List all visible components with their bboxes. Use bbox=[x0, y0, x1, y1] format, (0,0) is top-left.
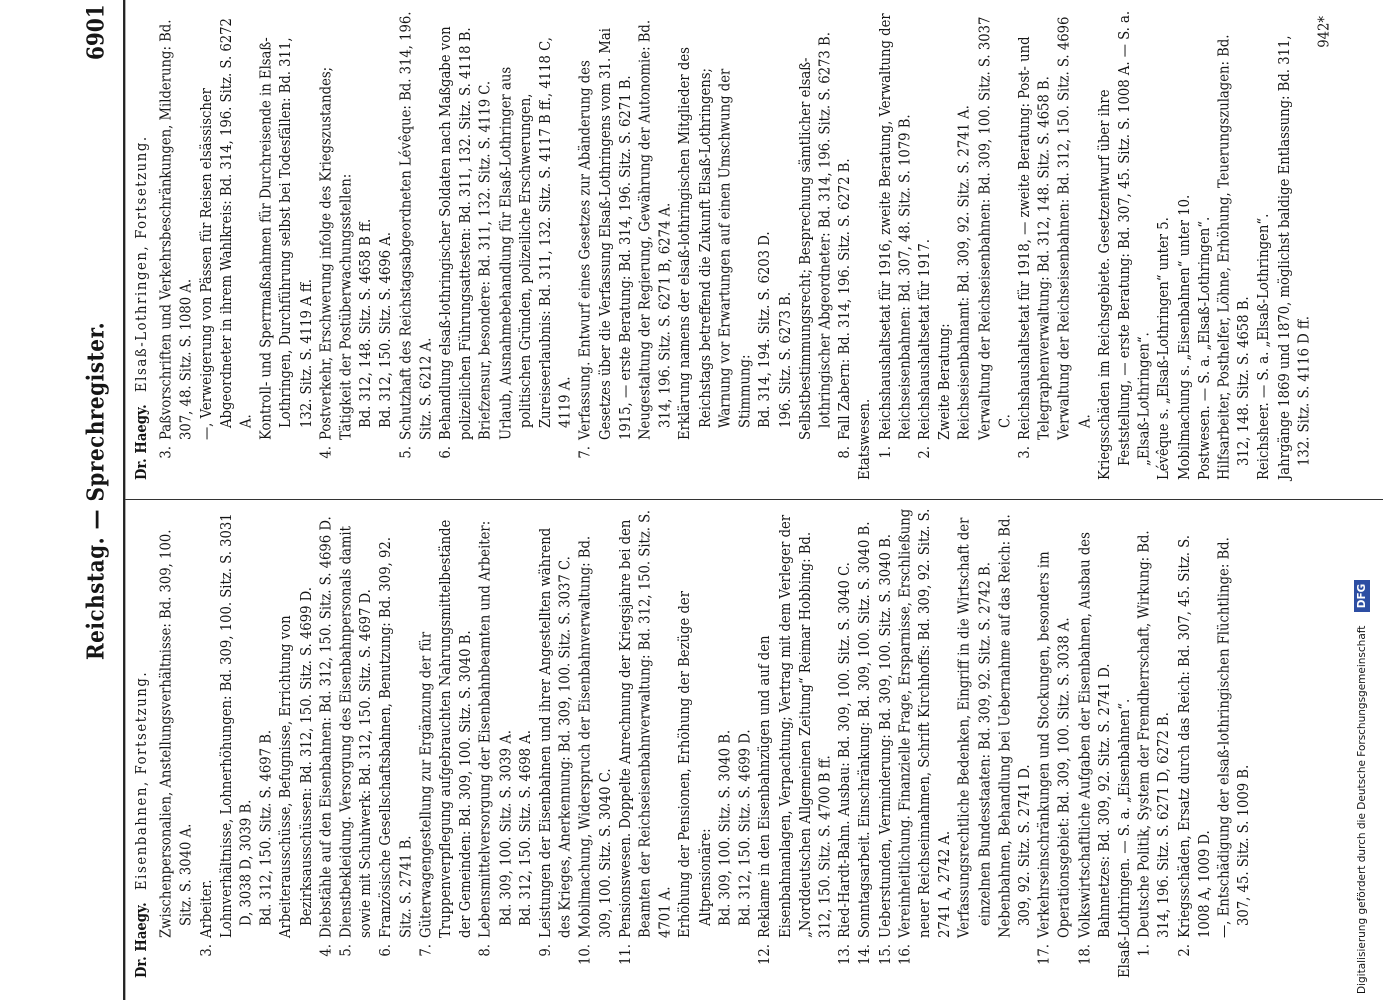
column-divider bbox=[125, 499, 1383, 500]
credit-text: Digitalisierung gefördert durch die Deutsche Forschungsgemeinschaft bbox=[1356, 625, 1368, 994]
index-entry bbox=[376, 508, 416, 978]
index-subentry: —, Verweigerung von Pässen für Reisen elsässischer Abgeordneter in ihrem Wahlkreis: Bd. 314, 196. Sitz. S. 6272 A. bbox=[197, 18, 256, 440]
entry-text: Volkswirtschaftliche Aufgaben der Eisenbahnen, Ausbau des Bahnnetzes: Bd. 309, 92. Sitz. S. 2741 D. bbox=[1076, 532, 1114, 938]
index-entry bbox=[895, 508, 955, 978]
index-entry bbox=[1135, 508, 1175, 978]
index-subentry: Verfassungsrechtliche Bedenken, Eingriff in die Wirtschaft der einzelnen Bundesstaaten: Bd. 309, 92. Sitz. S. 2742 B. bbox=[956, 517, 994, 938]
index-entry bbox=[875, 508, 895, 978]
index-entry bbox=[436, 10, 476, 480]
index-entry bbox=[1035, 508, 1075, 978]
entry-number: 3. bbox=[158, 446, 176, 459]
entry-number: 1. bbox=[1135, 944, 1154, 957]
index-subentry: Bd. 314, 194. Sitz. S. 6203 D. bbox=[756, 231, 775, 428]
index-entry bbox=[197, 508, 217, 978]
index-entry bbox=[855, 508, 875, 978]
index-entry bbox=[396, 10, 436, 480]
entry-text: Ueberstunden, Verminderung: Bd. 309, 100. Sitz. S. 3040 B. bbox=[876, 534, 894, 938]
topic-heading: Eisenbahnen, Fortsetzung. bbox=[133, 670, 151, 891]
entry-number: 3. bbox=[1016, 446, 1034, 459]
entry-number: 6. bbox=[377, 944, 395, 957]
page-header bbox=[72, 0, 123, 1000]
entry-text: Arbeiter. bbox=[197, 879, 216, 938]
entry-number: 12. bbox=[756, 944, 775, 965]
index-subentry: Bd. 312, 150. Sitz. S. 4698 A. bbox=[517, 730, 535, 926]
topic-heading: Elsaß-Lothringen. — S. a. „Eisenbahnen“. bbox=[1115, 698, 1134, 978]
index-subentry: Neugestaltung der Regierung, Gewährung der Autonomie: Bd. 314, 196. Sitz. S. 6271 B, 6274 A. bbox=[637, 19, 675, 440]
entry-number: 6. bbox=[437, 446, 455, 459]
speaker-name: Dr. Haegy. bbox=[133, 902, 151, 978]
entry-text: Fall Zabern: Bd. 314, 196. Sitz. S. 6272 B. bbox=[836, 158, 854, 440]
index-subentry: Bd. 309, 100. Sitz. S. 3040 B. bbox=[716, 729, 735, 926]
index-subentry: Bd. 312, 148. Sitz. S. 4658 B ff. bbox=[357, 218, 376, 428]
index-subentry: Lohnverhältnisse, Lohnerhöhungen: Bd. 309, 100. Sitz. S. 3031 D, 3038 D, 3039 B. bbox=[217, 513, 256, 938]
topic-heading: Lévêque s. „Elsaß-Lothringen“ unter 5. bbox=[1155, 217, 1174, 480]
entry-number: 3. bbox=[197, 944, 216, 957]
entry-number: 4. bbox=[317, 446, 336, 459]
index-subentry: Zweite Beratung: bbox=[936, 323, 954, 440]
entry-number: 8. bbox=[477, 944, 495, 957]
entry-text: Behandlung elsaß-lothringischer Soldaten nach Maßgabe von polizeilichen Führungsattesten: Bd. 311, 132. Sitz. S. 4118 B. bbox=[437, 26, 475, 440]
entry-number: 2. bbox=[1175, 944, 1194, 957]
entry-text: Vereinheitlichung. Finanzielle Frage, Ersparnisse, Erschließung neuer Reichseinnahmen, Schrift Kirchhoffs: Bd. 309, 92. Sitz. S. 2741 A, 2742 A. bbox=[896, 508, 954, 938]
entry-number: 2. bbox=[916, 446, 934, 459]
index-entry bbox=[835, 508, 855, 978]
index-subentry: 196. Sitz. S. 6273 B. bbox=[776, 291, 795, 428]
credit-strip bbox=[1348, 6, 1376, 994]
entry-text: Mobilmachung, Widerspruch der Eisenbahnverwaltung: Bd. 309, 100. Sitz. S. 3040 C. bbox=[577, 535, 615, 938]
entry-number: 7. bbox=[577, 446, 595, 459]
index-entry bbox=[875, 10, 915, 480]
left-column bbox=[132, 508, 1254, 978]
index-subentry: Urlaub, Ausnahmebehandlung für Elsaß-Lothringer aus politischen Gründen, polizeiliche Erschwerungen, Zureiseerlaubnis: Bd. 311, 132. Sitz. S. 4117 B ff., 4118 C, 4119 A. bbox=[497, 37, 575, 440]
index-entry bbox=[157, 10, 197, 480]
left-column-head bbox=[132, 508, 152, 978]
index-entry bbox=[915, 10, 935, 480]
index-subentry: Reichseisenbahnamt: Bd. 309, 92. Sitz. S. 2741 A. bbox=[956, 105, 974, 440]
entry-number: 13. bbox=[836, 944, 854, 965]
entry-text: Kriegsschäden, Ersatz durch das Reich: Bd. 307, 45. Sitz. S. 1008 A, 1009 D. bbox=[1175, 535, 1214, 938]
index-subentry: Nebenbahnen, Behandlung bei Uebernahme auf das Reich: Bd. 309, 92. Sitz. S. 2741 D. bbox=[996, 514, 1034, 938]
right-column bbox=[132, 10, 1334, 480]
entry-number: 1. bbox=[876, 446, 894, 459]
entry-number: 4. bbox=[317, 944, 336, 957]
topic-heading: Hilfsarbeiter, Posthelfer, Löhne, Erhöhung, Teuerungszulagen: Bd. 312, 148. Sitz. S. 4658 B. bbox=[1215, 34, 1254, 480]
index-subentry: Selbstbestimmungsrecht; Besprechung sämtlicher elsaß-lothringischer Abgeordneter: Bd. 314, 196. Sitz. S. 6273 B. bbox=[796, 32, 835, 440]
index-entry bbox=[536, 508, 576, 978]
index-entry bbox=[756, 508, 836, 978]
entry-text: Ried-Hardt-Bahn. Ausbau: Bd. 309, 100. Sitz. S. 3040 C. bbox=[836, 562, 854, 938]
topic-heading: Jahrgänge 1869 und 1870, möglichst baldige Entlassung: Bd. 311, 132. Sitz. S. 4116 D ff. bbox=[1275, 35, 1313, 480]
index-entry bbox=[1175, 508, 1215, 978]
index-entry bbox=[337, 508, 377, 978]
index-subentry: Bd. 312, 150. Sitz. S. 4699 D. bbox=[736, 729, 755, 926]
index-entry bbox=[317, 508, 337, 978]
entry-text: Lebensmittelversorgung der Eisenbahnbeamten und Arbeiter: bbox=[477, 520, 495, 938]
header-rule bbox=[123, 0, 125, 1000]
entry-number: 18. bbox=[1076, 944, 1094, 965]
index-subentry: Erklärung namens der elsaß-lothringischen Mitglieder des Reichstags betreffend die Zukunft Elsaß-Lothringens; Warnung vor Erwartungen auf einen Umschwung der Stimmung: bbox=[676, 47, 755, 440]
entry-text: Reichshaushaltsetat für 1917. bbox=[916, 239, 934, 440]
entry-number: 17. bbox=[1036, 944, 1054, 965]
index-subentry: Verwaltung der Reichseisenbahnen: Bd. 312, 150. Sitz. S. 4696 A. bbox=[1056, 16, 1094, 440]
rotated-page bbox=[72, 0, 1383, 1000]
entry-text: Verkehrseinschränkungen und Stockungen, besonders im Operationsgebiet: Bd. 309, 100. Sitz. S. 3038 A. bbox=[1036, 551, 1074, 938]
entry-text: Deutsche Politik, System der Fremdherrschaft, Wirkung: Bd. 314, 196. Sitz. S. 6271 D, 6272 B. bbox=[1135, 530, 1174, 938]
entry-number: 14. bbox=[856, 944, 874, 965]
topic-heading: Etatswesen. bbox=[856, 398, 874, 480]
entry-text: Reklame in den Eisenbahnzügen und auf den Eisenbahnanlagen, Verpachtung; Vertrag mit dem Verleger der „Norddeutschen Allgemeinen Zeitung“ Reimar Hobbing: Bd. 312, 150. Sitz. S. 4700 B ff. bbox=[756, 514, 835, 938]
entry-text: Dienstbekleidung. Versorgung des Eisenbahnpersonals damit sowie mit Schuhwerk: Bd. 312, 150. Sitz. S. 4697 D. bbox=[337, 526, 376, 938]
topic-heading: Kriegsschäden im Reichsgebiete. Gesetzentwurf über ihre Feststellung, — erste Beratung: Bd. 307, 45. Sitz. S. 1008 A. — S. a. „Elsaß-Lothringen“. bbox=[1095, 10, 1154, 480]
index-entry bbox=[476, 508, 496, 978]
entry-number: 10. bbox=[577, 944, 595, 965]
index-subentry: Verwaltung der Reichseisenbahnen: Bd. 309, 100. Sitz. S. 3037 C. bbox=[976, 16, 1014, 440]
entry-text: Französische Gesellschaftsbahnen, Benutzung: Bd. 309, 92. Sitz. S. 2741 B. bbox=[377, 537, 415, 938]
running-title: Reichstag. — Sprechregister. bbox=[81, 321, 110, 660]
entry-text: Paßvorschriften und Verkehrsbeschränkungen, Milderung: Bd. 307, 48. Sitz. S. 1080 A. bbox=[158, 19, 196, 440]
entry-number: 9. bbox=[537, 944, 555, 957]
index-entry bbox=[1075, 508, 1115, 978]
entry-number: 8. bbox=[836, 446, 854, 459]
entry-text: Pensionswesen. Doppelte Anrechnung der Kriegsjahre bei den Beamten der Reichseisenbahnverwaltung: Bd. 312, 150. Sitz. S. 4701 A. bbox=[617, 510, 675, 938]
entry-text: Sonntagsarbeit. Einschränkung: Bd. 309, 100. Sitz. S. 3040 B. bbox=[856, 521, 874, 938]
topic-heading: Mobilmachung s. „Eisenbahnen“ unter 10. bbox=[1175, 194, 1194, 480]
entry-text: Güterwagengestellung zur Ergänzung der für Truppenverpflegung aufgebrauchten Nahrungsmittelbestände der Gemeinden: Bd. 309, 100. Sitz. S. 3040 B. bbox=[417, 519, 475, 938]
index-entry bbox=[416, 508, 476, 978]
index-entry bbox=[1015, 10, 1055, 480]
entry-number: 15. bbox=[876, 944, 894, 965]
entry-number: 16. bbox=[896, 944, 914, 965]
right-column-head bbox=[132, 10, 152, 480]
index-subentry: Bd. 312, 150. Sitz. S. 4697 B. bbox=[257, 729, 276, 926]
left-entries bbox=[157, 508, 1255, 978]
topic-heading: Reichsheer. — S. a. „Elsaß-Lothringen“. bbox=[1255, 213, 1274, 480]
entry-text: Postverkehr, Erschwerung infolge des Kriegszustandes; Tätigkeit der Postüberwachungsstellen: bbox=[317, 66, 356, 440]
entry-text: Verfassung. Entwurf eines Gesetzes zur Abänderung des Gesetzes über die Verfassung Elsaß-Lothringens vom 31. Mai 1915, — erste Beratung: Bd. 314, 196. Sitz. S. 6271 B. bbox=[577, 28, 635, 440]
page-number: 6901 bbox=[81, 4, 110, 60]
entry-number: 5. bbox=[397, 446, 415, 459]
entry-text: Reichshaushaltsetat für 1918, — zweite Beratung: Post- und Telegraphenverwaltung: Bd. 312, 148. Sitz. S. 4658 B. bbox=[1016, 36, 1054, 440]
index-entry bbox=[576, 10, 636, 480]
index-entry bbox=[317, 10, 357, 480]
signature-mark: 942* bbox=[1315, 16, 1333, 48]
index-subentry: Briefzensur, besondere: Bd. 311, 132. Sitz. S. 4119 C. bbox=[477, 80, 495, 440]
entry-text: Schutzhaft des Reichstagsabgeordneten Lévêque: Bd. 314, 196. Sitz. S. 6212 A. bbox=[397, 11, 435, 440]
entry-number: 7. bbox=[417, 944, 435, 957]
speaker-name: Dr. Haegy. bbox=[133, 404, 151, 480]
entry-text: Leistungen der Eisenbahnen und ihrer Angestellten während des Krieges, Anerkennung: Bd. 309, 100. Sitz. S. 3037 C. bbox=[537, 527, 575, 938]
index-subentry: Bd. 312, 150. Sitz. S. 4696 A. bbox=[377, 232, 395, 428]
topic-heading: Postwesen. — S. a. „Elsaß-Lothringen“. bbox=[1195, 216, 1214, 480]
index-subentry: Zwischenpersonalien, Anstellungsverhältnisse: Bd. 309, 100. Sitz. S. 3040 A. bbox=[158, 529, 196, 938]
entry-number: 5. bbox=[337, 944, 356, 957]
right-entries bbox=[157, 10, 1314, 480]
digitization-credit bbox=[1348, 6, 1376, 994]
index-subentry: —, Entschädigung der elsaß-lothringischen Flüchtlinge: Bd. 307, 45. Sitz. S. 1009 B. bbox=[1215, 537, 1254, 938]
entry-text: Diebstähle auf den Eisenbahnen: Bd. 312, 150. Sitz. S. 4696 D. bbox=[317, 516, 336, 938]
entry-number: 11. bbox=[617, 944, 635, 965]
topic-heading: Elsaß-Lothringen, Fortsetzung. bbox=[133, 135, 151, 393]
index-entry bbox=[616, 508, 676, 978]
dfg-logo: DFG bbox=[1354, 580, 1370, 613]
index-entry bbox=[576, 508, 616, 978]
index-subentry: Arbeiterausschüsse, Befugnisse, Errichtung von Bezirksausschüssen: Bd. 312, 150. Sitz. S. 4699 D. bbox=[277, 587, 316, 938]
index-subentry: Bd. 309, 100. Sitz. S. 3039 A. bbox=[497, 730, 515, 926]
entry-text: Reichshaushaltsetat für 1916, zweite Beratung, Verwaltung der Reichseisenbahnen: Bd. 307, 48. Sitz. S. 1079 B. bbox=[876, 13, 914, 440]
index-subentry: Erhöhung der Pensionen, Erhöhung der Bezüge der Altpensionäre: bbox=[676, 590, 715, 938]
index-entry bbox=[835, 10, 855, 480]
index-subentry: Kontroll- und Sperrmaßnahmen für Durchreisende in Elsaß-Lothringen, Durchführung selbst bei Todesfällen: Bd. 311, 132. Sitz. S. 4119 A ff. bbox=[257, 37, 316, 440]
